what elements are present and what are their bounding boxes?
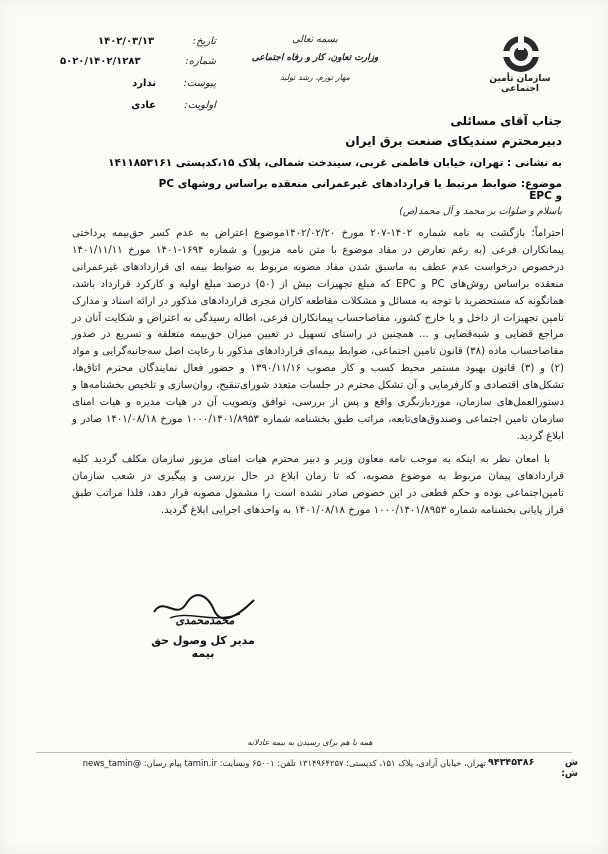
recipient-address: به نشانی : تهران، خیابان فاطمی غربی، سیندخت شمالی، پلاک ۱۵،کدپستی ۱۴۱۱۸۵۳۱۶۱ (108, 157, 562, 169)
footer-phone-number: ۹۴۳۴۵۳۸۶ (488, 757, 535, 768)
body-paragraph-2: با امعان نظر به اینکه به موجب نامه معاون وزیر و دبیر محترم هیات امنای مزبور سازمان مکلف گردید کلیه قراردادهای پیمان مربوط به موضوع مصوبه، که تا زمان ابلاغ در حال بررسی و پیگیری در شعب سازمان تامین‌اجتماعی بوده و حکم قطعی در این خصوص صادر نشده است را مشمول مصوبه قرار دهد، فلذا مراتب طبق فراز پایانی بخشنامه شماره ۱۰۰۰/۱۴۰۱/۸۹۵۳ مورخ ۱۴۰۱/۰۸/۱۸ به واحدهای اجرایی ابلاغ گردید. (72, 453, 564, 516)
date-label: تاریخ: (192, 36, 216, 47)
letter-body (72, 226, 564, 519)
recipient-title: دبیرمحترم سندیکای صنعت برق ایران (345, 134, 562, 148)
ministry-name: وزارت تعاون، کار و رفاه اجتماعی (251, 53, 379, 63)
year-slogan: مهار تورم، رشد تولید (280, 73, 350, 82)
bismillah: بسمه تعالی (292, 34, 338, 45)
attachment-label: پیوست: (183, 78, 216, 89)
logo-caption: سازمان تأمین اجتماعی (489, 74, 551, 94)
number-value: ۵۰۲۰/۱۴۰۲/۱۲۸۳ (60, 56, 141, 67)
footer-address: تهران، خیابان آزادی، پلاک ۱۵۱، کدپستی: ۱۳۱۴۹۶۴۲۵۷ تلفن: ۶۵۰۰۱ وبسایت: tamin.ir پیام رسان: @news_tamin (82, 758, 486, 768)
footer-phone-label: ش ش: (561, 757, 578, 779)
footer-divider (36, 752, 572, 753)
priority-label: اولویت: (184, 100, 216, 111)
number-label: شماره: (185, 56, 216, 67)
body-paragraph-1: احتراماً؛ بازگشت به نامه شماره ۱۴۰۲-۲۰۷ مورخ ۱۴۰۲/۰۲/۲۰موضوع اعتراض به عدم کسر حق‌بیمه پرداختی پیمانکاران فرعی (به رغم تعارض در مفاد موضوع با متن نامه مزبور) و شماره ۱۶۹۴-۱۴۰۱ مورخ ۱۴۰۱/۱۱/۱۱ درخصوص درخواست عدم عطف به ماسبق شدن مفاد مصوبه مربوط به ضوابط بیمه ای قراردادهای غیرعمرانی منعقده براساس روش‌های PC و EPC که مبلغ تجهیزات بیش از (۵۰) درصد مبلغ اولیه و کارکرد قرارداد باشد، همانگونه که مستحضرید با توجه به مسائل و مشکلات مقاطعه کاران مجری قراردادهای مذکور در ارائه اسناد و مدارک تامین تجهیزات از داخل و یا خارج کشور، مفاصاحساب پیمانکاران فرعی، اطاله رسیدگی به اعتراض و شکایت آنان در مراجع قضایی و شبه‌قضایی و ... همچنین در راستای تسهیل در تعیین میزان حق‌بیمه متعلقه و تسریع در صدور مفاصاحساب ماده (۳۸) قانون تامین اجتماعی، ضوابط بیمه‌ای قراردادهای مذکور با رعایت اصل سه‌جانبه‌گرایی و مواد (۲) و (۳) قانون بهبود مستمر محیط کسب و کار مصوب ۱۳۹۰/۱۱/۱۶ و حضور فعال نمایندگان محترم اتاق‌ها، تشکل‌های اقتصادی و کارفرمایی و آن تشکل محترم در جلسات متعدد شورای‌تنقیح، روان‌سازی و تلخیص بخشنامه‌ها و دستورالعمل‌های سازمان، موردبازنگری واقع و پس از بررسی، توافق وتصویب آن در هیات مدیره و هیات امنای سازمان تامین اجتماعی وصندوق‌های‌تابعه، مراتب طبق بخشنامه شماره ۱۰۰۰/۱۴۰۱/۸۹۵۳ مورخ ۱۴۰۱/۰۸/۱۸ صادر و ابلاغ گردید. (72, 228, 564, 442)
greeting-line: باسلام و صلوات بر محمد و آل محمد(ص) (399, 206, 562, 217)
footer-motto: همه با هم برای رسیدن به بیمه عادلانه (247, 738, 373, 747)
date-value: ۱۴۰۲/۰۳/۱۳ (98, 36, 155, 47)
signatory-position: مدیر کل وصول حق بیمه (151, 634, 255, 660)
signatory-name: محمدمحمدی (175, 614, 235, 627)
letter-subject: موضوع: ضوابط مرتبط با قراردادهای غیرعمرانی منعقده براساس روشهای PC و EPC (158, 178, 562, 202)
recipient-salutation: جناب آقای مسائلی (450, 114, 562, 128)
attachment-value: ندارد (132, 78, 156, 89)
priority-value: عادی (131, 100, 156, 111)
